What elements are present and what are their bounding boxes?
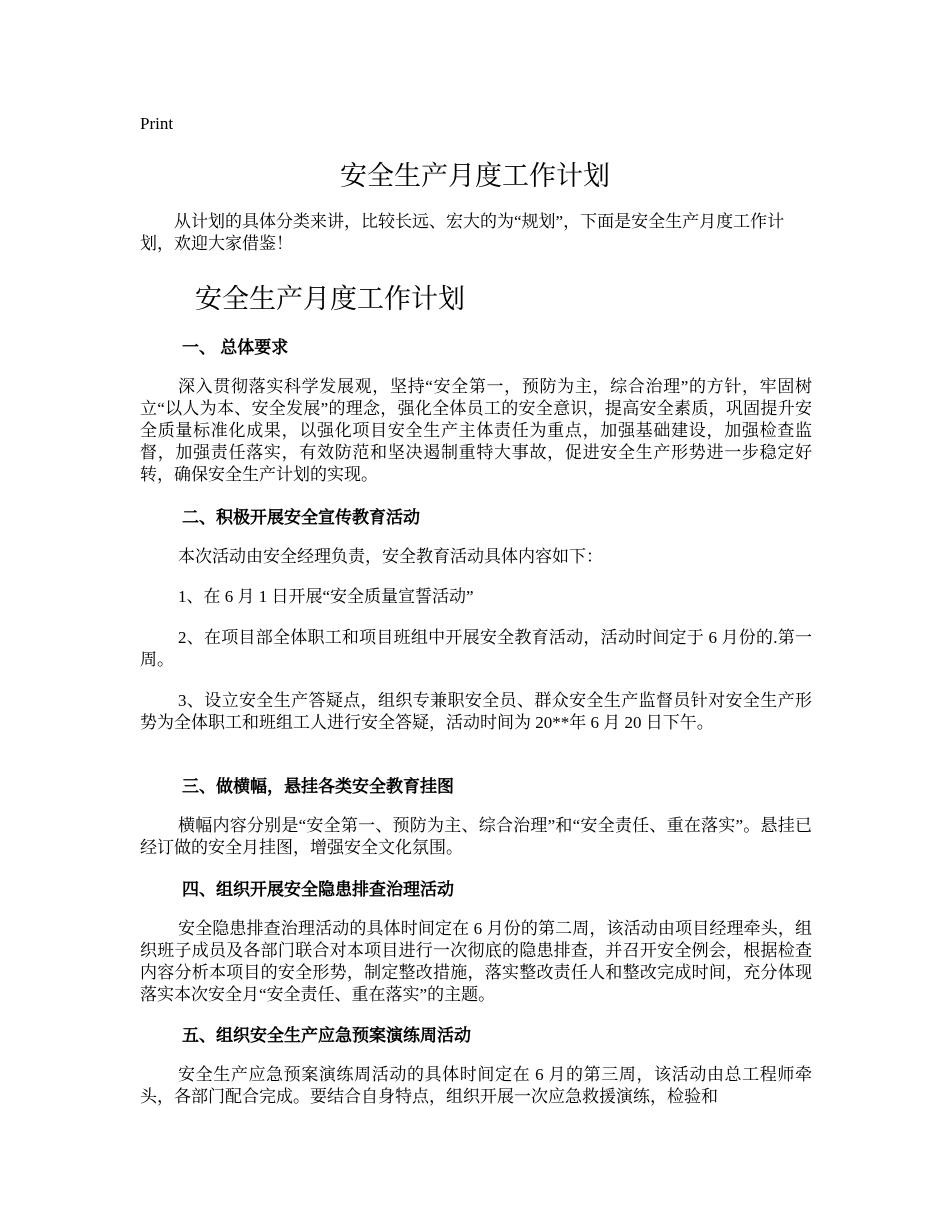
section-heading-2: 二、积极开展安全宣传教育活动 [182, 508, 420, 527]
section-heading-1: 一、 总体要求 [182, 338, 289, 357]
section-2-paragraph-3: 2、在项目部全体职工和项目班组中开展安全教育活动，活动时间定于 6 月份的.第一周。 [140, 628, 812, 669]
section-2-paragraph-1: 本次活动由安全经理负责，安全教育活动具体内容如下： [178, 547, 603, 566]
print-label: Print [140, 114, 174, 133]
section-2-paragraph-4: 3、设立安全生产答疑点，组织专兼职安全员、群众安全生产监督员针对安全生产形势为全体职工和班组工人进行安全答疑，活动时间为 20**年 6 月 20 日下午。 [140, 691, 812, 732]
section-4-paragraph-1: 安全隐患排查治理活动的具体时间定在 6 月份的第二周，该活动由项目经理牵头，组织班子成员及各部门联合对本项目进行一次彻底的隐患排查，并召开安全例会，根据检查内容分析本项目的安全形势，制定整改措施，落实整改责任人和整改完成时间，充分体现落实本次安全月“安全责任、重在落实”的主题。 [140, 919, 812, 1004]
section-heading-4: 四、组织开展安全隐患排查治理活动 [182, 880, 454, 899]
section-3-paragraph-1: 横幅内容分别是“安全第一、预防为主、综合治理”和“安全责任、重在落实”。悬挂已经订做的安全月挂图，增强安全文化氛围。 [140, 816, 812, 857]
section-heading-3: 三、做横幅，悬挂各类安全教育挂图 [182, 777, 454, 796]
document-subtitle: 安全生产月度工作计划 [195, 284, 465, 314]
intro-paragraph: 从计划的具体分类来讲，比较长远、宏大的为“规划”，下面是安全生产月度工作计划，欢迎大家借鉴！ [140, 212, 785, 253]
section-5-paragraph-1: 安全生产应急预案演练周活动的具体时间定在 6 月的第三周，该活动由总工程师牵头，各部门配合完成。要结合自身特点，组织开展一次应急救援演练，检验和 [140, 1065, 812, 1106]
page-title: 安全生产月度工作计划 [340, 161, 610, 191]
section-1-paragraph-1: 深入贯彻落实科学发展观，坚持“安全第一，预防为主，综合治理”的方针，牢固树立“以人为本、安全发展”的理念，强化全体员工的安全意识，提高安全素质，巩固提升安全质量标准化成果，以强化项目安全生产主体责任为重点，加强基础建设，加强检查监督，加强责任落实，有效防范和坚决遏制重特大事故，促进安全生产形势进一步稳定好转，确保安全生产计划的实现。 [140, 377, 812, 484]
section-heading-5: 五、组织安全生产应急预案演练周活动 [182, 1026, 471, 1045]
section-2-paragraph-2: 1、在 6 月 1 日开展“安全质量宣誓活动” [178, 587, 474, 606]
